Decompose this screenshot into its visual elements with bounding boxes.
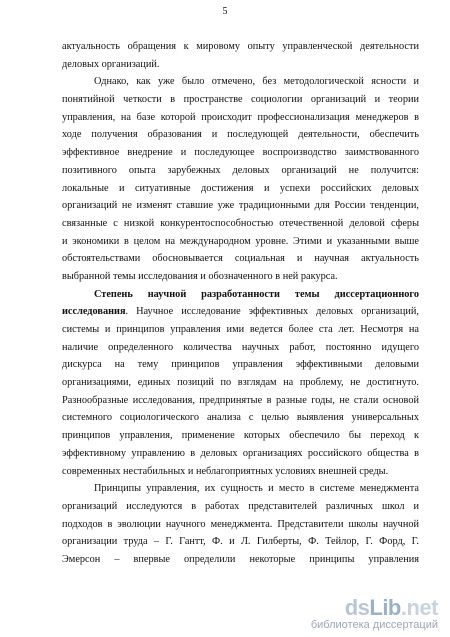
watermark — [310, 595, 438, 631]
text-line: принципов управления, применение которых обеспечило бы переход к — [62, 430, 419, 442]
text-line: наличие определенного количества научных работ, постоянно идущего — [62, 341, 419, 353]
text-line — [62, 303, 419, 321]
page-number: 5 — [222, 6, 228, 17]
text-line: подходов в эволюции научного менеджмента. Представители школы научной — [62, 518, 419, 530]
section-heading-end: исследования — [62, 306, 126, 318]
text-line: и экономики в целом на международном уровне. Этими и указанными выше — [62, 235, 419, 247]
text-line: эффективное внедрение и последующее воспроизводство заимствованного — [62, 147, 419, 159]
section-heading: Степень научной разработанности темы диссертационного — [94, 288, 419, 300]
text-line: современных нестабильных и неблагоприятных условиях внешней среды. — [62, 465, 389, 477]
watermark-logo-ds: ds — [344, 595, 370, 620]
text-line: выбранной темы исследования и обозначенного в ней ракурса. — [62, 270, 338, 282]
text-line: ходе получения образования и последующей деятельности, обеспечить — [62, 129, 419, 141]
text-line: деловых организаций. — [62, 58, 160, 70]
text-line: понятийной четкости в пространстве социологии организаций и теории — [62, 94, 419, 106]
text-fragment: . Научное исследование эффективных деловых организаций, — [125, 306, 419, 318]
text-line: организаций не изменят ставшие уже традиционными для России тенденции, — [62, 200, 419, 212]
watermark-logo-net: .net — [400, 595, 438, 620]
text-line: актуальность обращения к мировому опыту управленческой деятельности — [62, 41, 419, 52]
text-line: Однако, как уже было отмечено, без методологической ясности и — [94, 76, 419, 88]
text-line: организации труда – Г. Гантт, Ф. и Л. Гилберты, Ф. Тейлор, Г. Форд, Г. — [62, 536, 419, 548]
text-line: системы и принципов управления ими ведется более ста лет. Несмотря на — [62, 324, 419, 335]
watermark-subtitle: библиотека диссертаций — [310, 619, 438, 631]
text-line: дискурса на тему принципов управления эффективными деловыми — [62, 359, 419, 371]
text-line: эффективному управлению в деловых организациях российского общества в — [62, 447, 419, 459]
text-line: Принципы управления, их сущность и место в системе менеджмента — [94, 483, 419, 495]
text-line: системного социологического анализа с целью выявления универсальных — [62, 412, 419, 424]
text-line: связанные с низкой конкурентоспособностью отечественной деловой сферы — [62, 217, 419, 229]
text-line: организациями, единых позиций по взглядам на проблему, не достигнуто. — [62, 377, 419, 389]
section-heading-line — [62, 286, 419, 304]
text-line: обстоятельствами обосновывается социальная и научная актуальность — [62, 253, 419, 265]
text-line: Разнообразные исследования, предпринятые в разные годы, не стали основой — [62, 394, 419, 406]
watermark-logo — [345, 595, 438, 621]
text-line: Эмерсон – впервые определили некоторые принципы управления — [62, 553, 419, 565]
document-body — [62, 38, 419, 569]
text-line: локальные и ситуативные достижения и успехи российских деловых — [62, 182, 419, 194]
text-line: позитивного опыта зарубежных деловых организаций не получится: — [62, 164, 419, 176]
text-line: организаций исследуются в работах представителей различных школ и — [62, 500, 419, 512]
text-line: управления, на базе которой происходит профессионализация менеджеров в — [62, 111, 419, 123]
watermark-logo-lib: Lib — [369, 595, 401, 620]
